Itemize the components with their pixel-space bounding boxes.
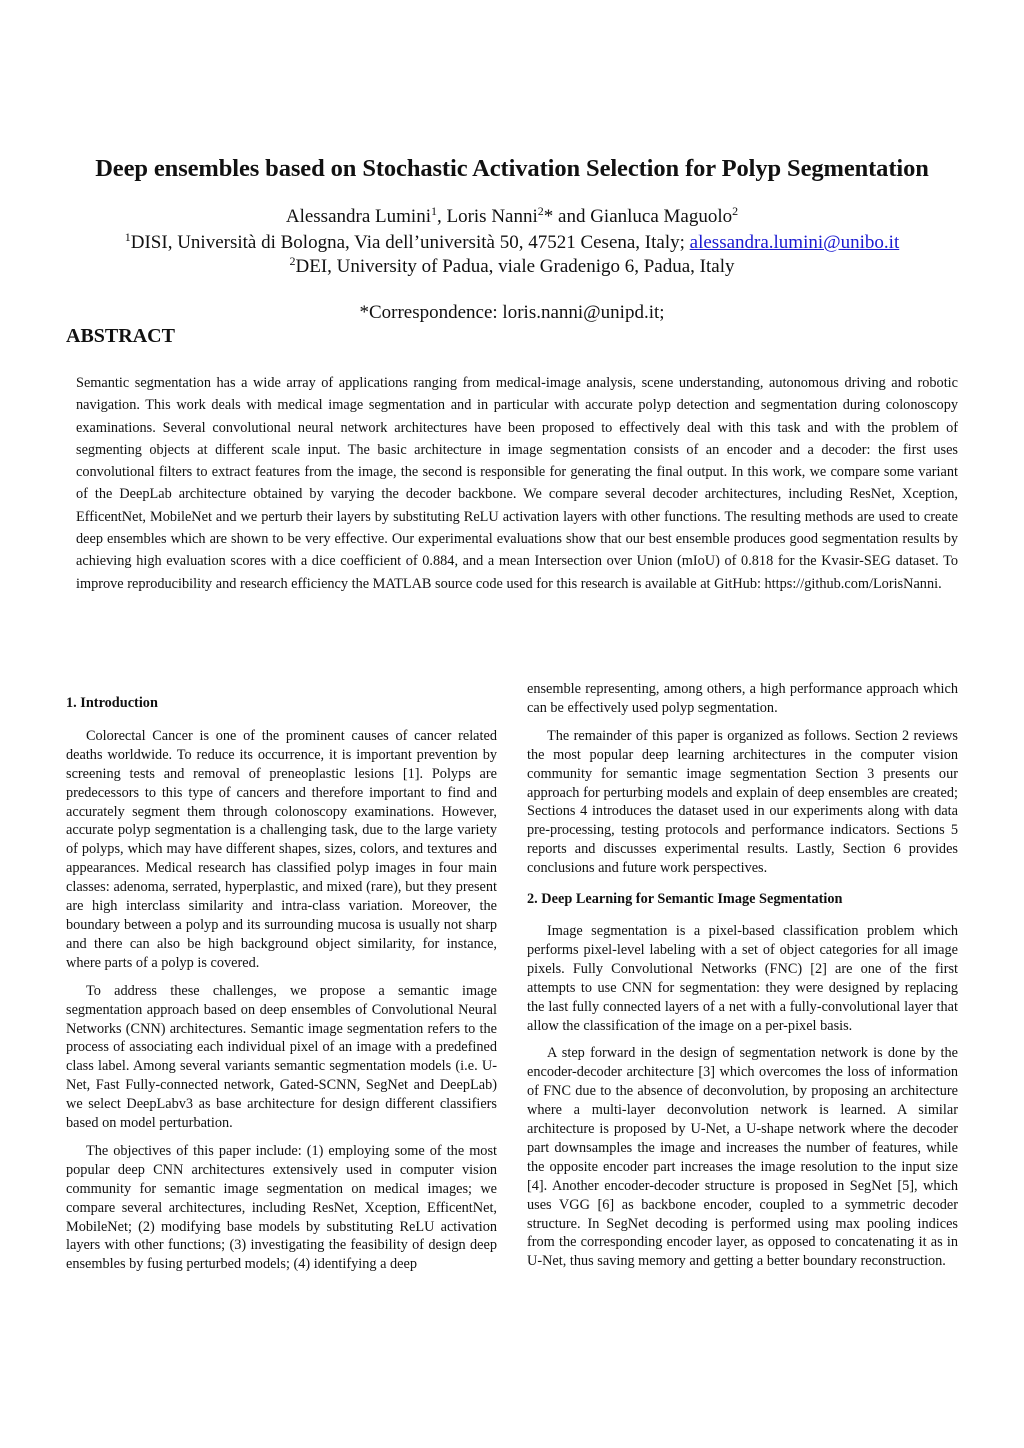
paper-title: Deep ensembles based on Stochastic Activation Selection for Polyp Segmentation: [95, 155, 929, 182]
affiliation-1-text: DISI, Università di Bologna, Via dell’università 50, 47521 Cesena, Italy;: [130, 232, 690, 253]
author-line: [0, 206, 1024, 228]
author-nanni: , Loris Nanni: [436, 206, 538, 227]
email-link[interactable]: alessandra.lumini@unibo.it: [689, 232, 900, 253]
affiliation-marker: 1: [430, 204, 437, 218]
affiliation-marker: 2: [732, 204, 739, 218]
paragraph: The objectives of this paper include: (1) employing some of the most popular deep CNN architectures extensively used in computer vision community for semantic image segmentation on medical images; we compare several architectures, including ResNet, Xception, EfficentNet, MobileNet; (2) modifying base models by substituting ReLU activation layers with other functions; (3) investigating the feasibility of design deep ensembles by fusing perturbed models; (4) identifying a deep: [66, 1142, 497, 1273]
paragraph: ensemble representing, among others, a high performance approach which can be effectively used polyp segmentation.: [527, 681, 958, 716]
author-maguolo: * and Gianluca Maguolo: [543, 206, 733, 227]
paragraph: A step forward in the design of segmentation network is done by the encoder-decoder architecture [3] which overcomes the loss of information of FNC due to the absence of deconvolution, by proposing an architecture where a multi-layer deconvolution network is learned. A similar architecture is proposed by U-Net, a U-shape network where the decoder part downsamples the image and increases the number of features, while the opposite encoder part increases the image resolution to the input size [4]. Another encoder-decoder structure is proposed in SegNet [5], which uses VGG [6] as backbone encoder, coupled to a symmetric decoder structure. In SegNet decoding is performed using max pooling indices from the corresponding encoder layer, as opposed to concatenating it as in U-Net, thus saving memory and getting a better boundary reconstruction.: [527, 1045, 958, 1270]
affiliation-2: [0, 256, 1024, 278]
affiliation-2-text: DEI, University of Padua, viale Gradenigo 6, Padua, Italy: [295, 256, 735, 277]
paragraph: The remainder of this paper is organized as follows. Section 2 reviews the most popular deep learning architectures in the computer vision community for semantic image segmentation Section 3 presents our approach for perturbing models and explain of deep ensembles are created; Sections 4 introduces the dataset used in our experiments along with data pre-processing, testing protocols and performance indicators. Sections 5 reports and discusses experimental results. Lastly, Section 6 provides conclusions and future work perspectives.: [527, 727, 958, 877]
affiliation-1: [0, 232, 1024, 254]
abstract-text: Semantic segmentation has a wide array of applications ranging from medical-image analysis, scene understanding, autonomous driving and robotic navigation. This work deals with medical image segmentation and in particular with accurate polyp detection and segmentation during colonoscopy examinations. Several convolutional neural network architectures have been proposed to effectively deal with this task and with the problem of segmenting objects at different scale input. The basic architecture in image segmentation consists of an encoder and a decoder: the first uses convolutional filters to extract features from the image, the second is responsible for generating the final output. In this work, we compare some variant of the DeepLab architecture obtained by varying the decoder backbone. We compare several decoder architectures, including ResNet, Xception, EfficentNet, MobileNet and we perturb their layers by substituting ReLU activation layers with other functions. The resulting methods are used to create deep ensembles which are shown to be very effective. Our experimental evaluations show that our best ensemble produces good segmentation results by achieving high evaluation scores with a dice coefficient of 0.884, and a mean Intersection over Union (mIoU) of 0.818 for the Kvasir-SEG dataset. To improve reproducibility and research efficiency the MATLAB source code used for this research is available at GitHub: https://github.com/LorisNanni.: [76, 375, 958, 592]
paragraph: To address these challenges, we propose a semantic image segmentation approach based on deep ensembles of Convolutional Neural Networks (CNN) architectures. Semantic image segmentation refers to the process of associating each individual pixel of an image with a predefined class label. Among several variants semantic segmentation models (i.e. U-Net, Fast Fully-connected network, Gated-SCNN, SegNet and DeepLab) we select DeepLabv3 as base architecture for design different classifiers based on model perturbation.: [66, 982, 497, 1132]
author-lumini: Alessandra Lumini: [285, 206, 431, 227]
abstract-heading: ABSTRACT: [66, 325, 175, 347]
affiliation-marker: 1: [124, 230, 131, 244]
section-heading-introduction: 1. Introduction: [66, 695, 158, 711]
correspondence: *Correspondence: loris.nanni@unipd.it;: [359, 302, 665, 323]
paragraph: Image segmentation is a pixel-based classification problem which performs pixel-level labeling with a set of object categories for all image pixels. Fully Convolutional Networks (FNC) [2] are one of the first attempts to use CNN for segmentation: they were designed by replacing the last fully connected layers of a net with a fully-convolutional layer that allow the classification of the image on a per-pixel basis.: [527, 922, 958, 1034]
paragraph: Colorectal Cancer is one of the prominent causes of cancer related deaths worldwide. To reduce its occurrence, it is important prevention by screening tests and removal of preneoplastic lesions [1]. Polyps are predecessors to this type of cancers and therefore important to find and accurately segment them through colonoscopy examinations. However, accurate polyp segmentation is a challenging task, due to the large variety of polyps, which may have different shapes, sizes, colors, and textures and appearances. Medical research has classified polyp images in four main classes: adenoma, serrated, hyperplastic, and mixed (rare), but they present are high interclass similarity and intra-class variation. Moreover, the boundary between a polyp and its surrounding mucosa is usually not sharp and there can also be high background object similarity, for instance, where parts of a polyp is covered.: [66, 727, 497, 971]
affiliation-marker: 2: [289, 254, 296, 268]
left-column: [66, 680, 497, 1283]
section-heading-deep-learning: 2. Deep Learning for Semantic Image Segmentation: [527, 891, 843, 908]
right-column: [527, 680, 958, 1280]
affiliation-marker: 2: [537, 204, 544, 218]
